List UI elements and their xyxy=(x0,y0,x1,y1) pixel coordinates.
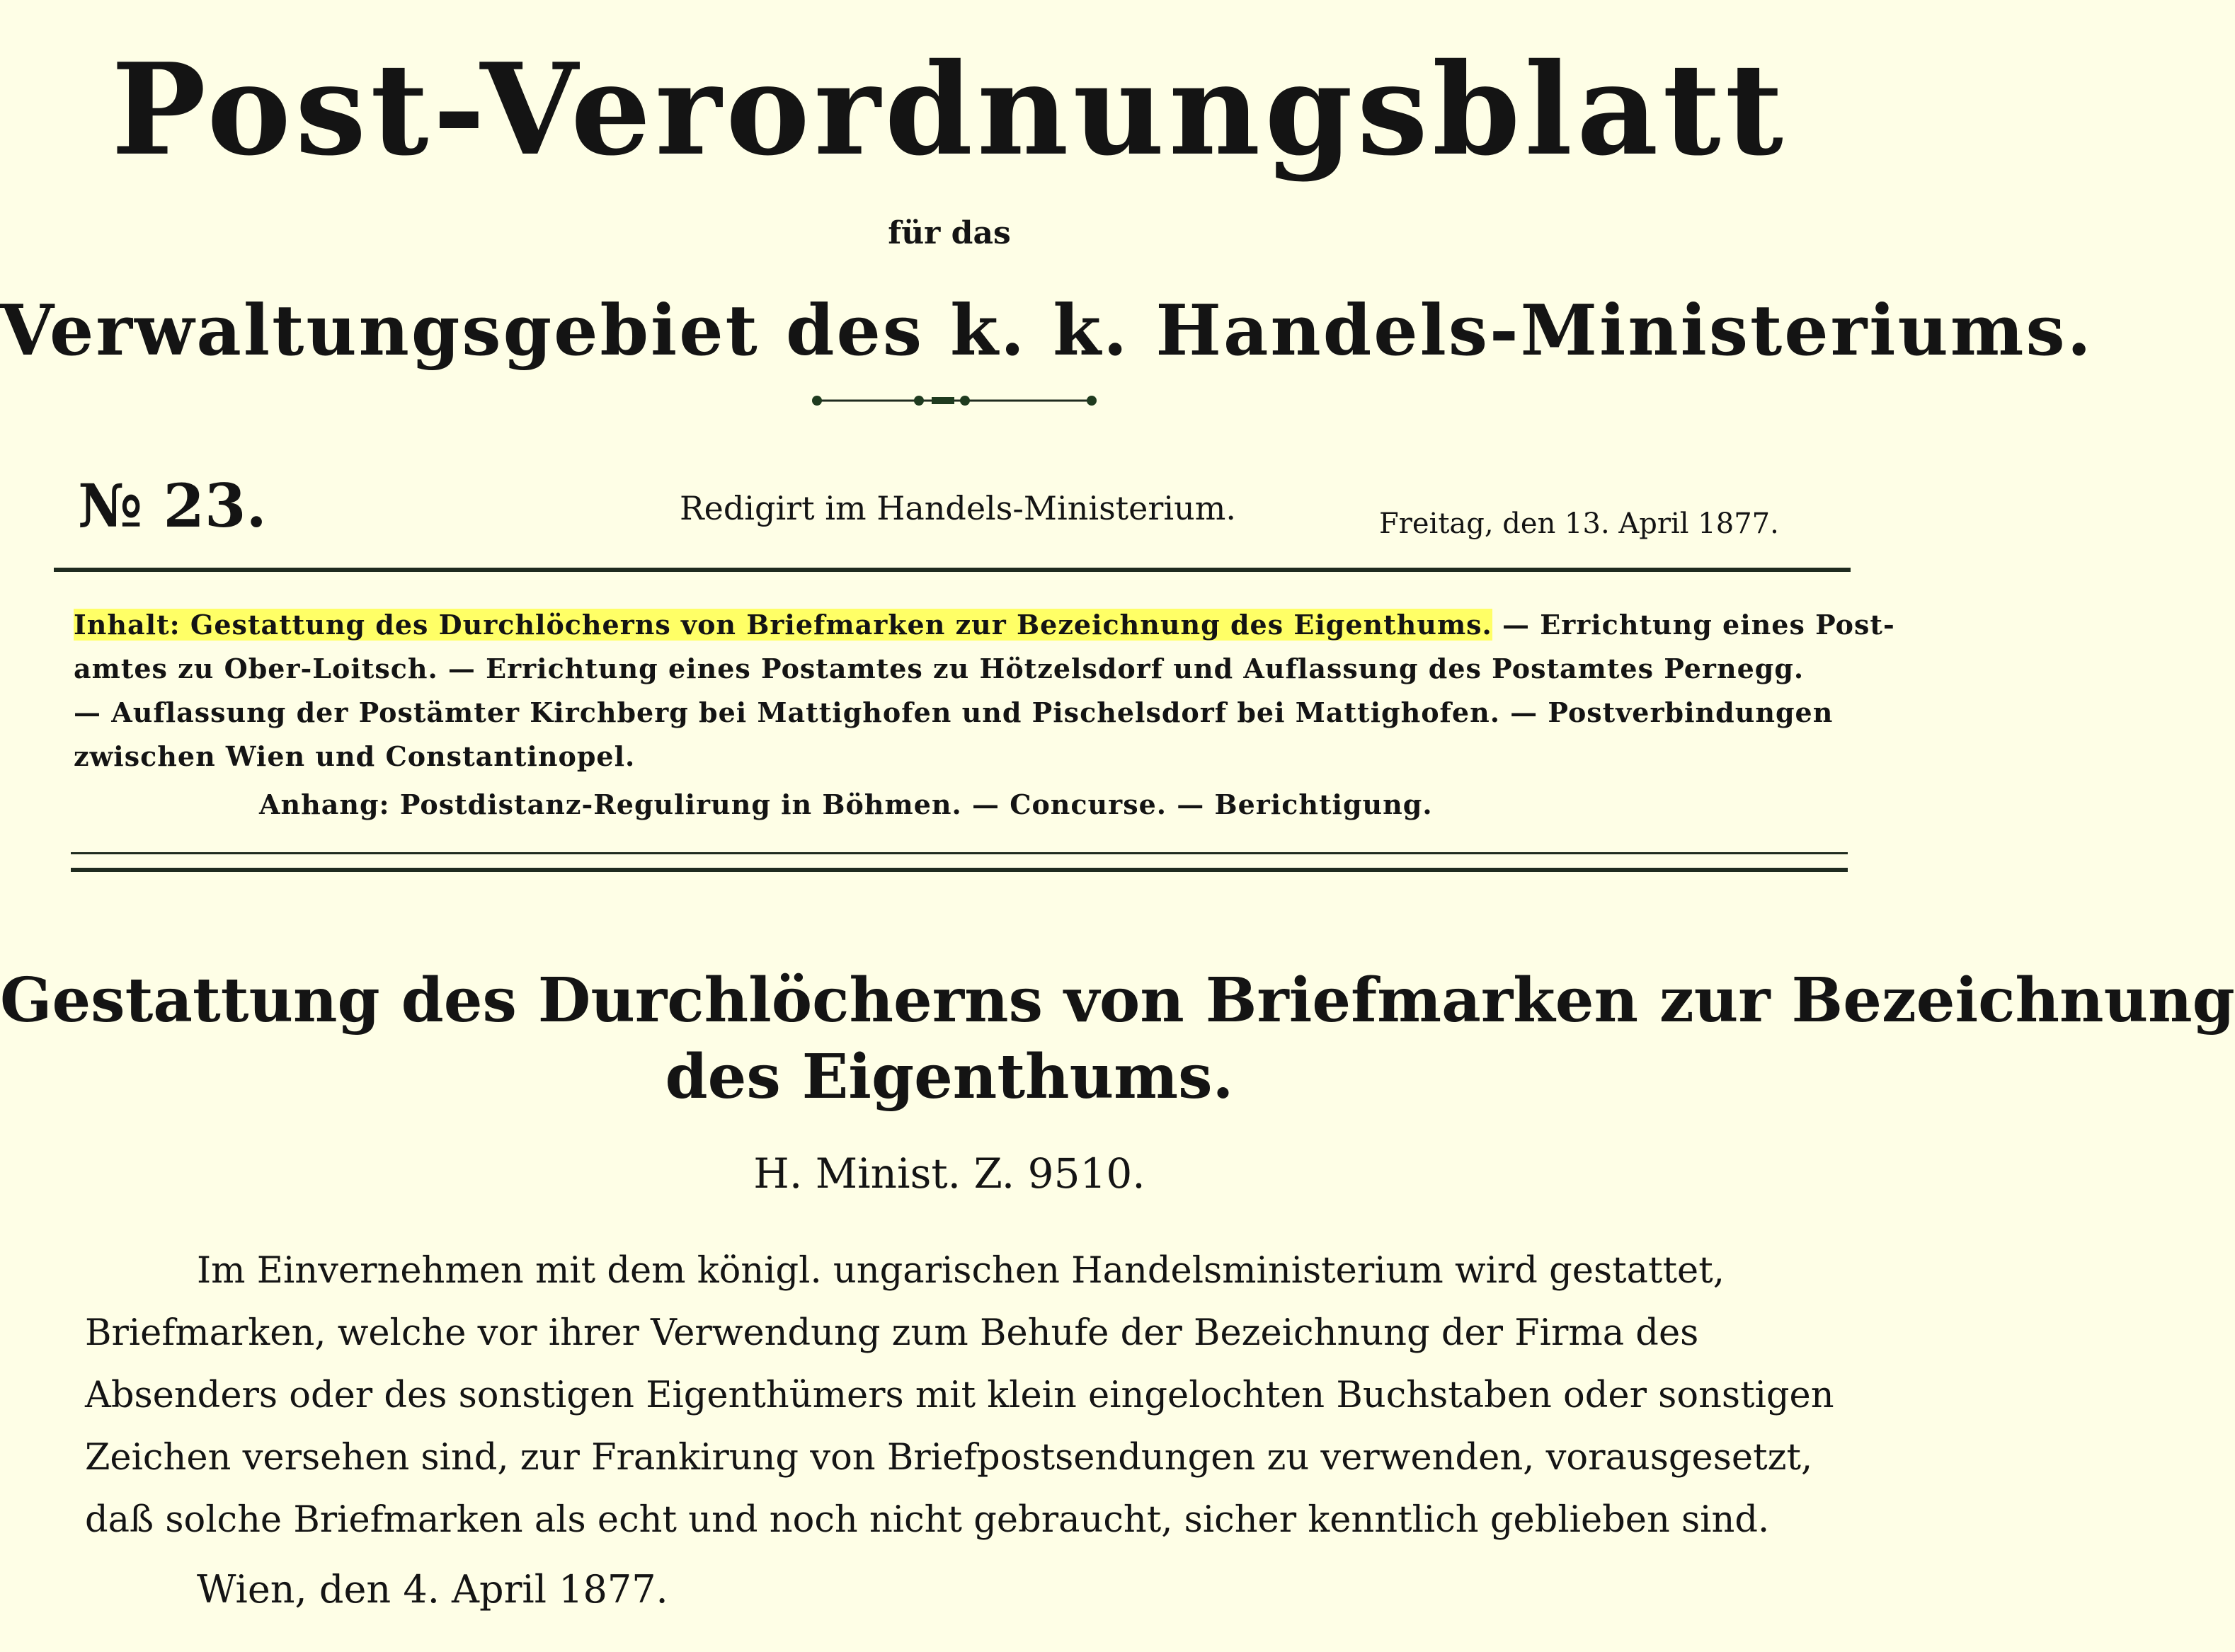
body-line-2: Briefmarken, welche vor ihrer Verwendung zum Behufe der Bezeichnung der Firma des xyxy=(85,1312,1699,1354)
contents-line-4: zwischen Wien und Constantinopel. xyxy=(74,740,636,772)
masthead-connector: für das xyxy=(888,215,1011,251)
ministry-reference: H. Minist. Z. 9510. xyxy=(753,1149,1145,1198)
editorial-note: Redigirt im Handels-Ministerium. xyxy=(680,489,1236,527)
contents-entry-highlighted: Gestattung des Durchlöcherns von Briefmarken zur Bezeichnung des Eigenthums. xyxy=(190,609,1492,641)
article-title-line-2: des Eigenthums. xyxy=(665,1041,1234,1113)
body-line-5: daß solche Briefmarken als echt und noch nicht gebraucht, sicher kenntlich geblieben sind. xyxy=(85,1499,1770,1541)
contents-label: Inhalt: xyxy=(74,609,181,641)
rule-double-upper xyxy=(71,852,1848,854)
body-line-4: Zeichen versehen sind, zur Frankirung von Briefpostsendungen zu verwenden, vorausgesetzt, xyxy=(85,1437,1813,1479)
signoff: Wien, den 4. April 1877. xyxy=(197,1567,668,1612)
contents-line-2: amtes zu Ober-Loitsch. — Errichtung eines Postamtes zu Hötzelsdorf und Auflassung des Postamtes Pernegg. xyxy=(74,653,1805,684)
article-title-line-1: Gestattung des Durchlöcherns von Briefmarken zur Bezeichnung xyxy=(0,965,2235,1036)
masthead-subtitle: Verwaltungsgebiet des k. k. Handels-Ministeriums. xyxy=(0,290,2093,372)
body-line-1: Im Einvernehmen mit dem königl. ungarischen Handelsministerium wird gestattet, xyxy=(197,1250,1725,1292)
contents-line-1 xyxy=(74,603,1895,647)
rule-double-lower xyxy=(71,868,1848,872)
masthead-title: Post-Verordnungsblatt xyxy=(111,35,1788,183)
contents-appendix: Anhang: Postdistanz-Regulirung in Böhmen. — Concurse. — Berichtigung. xyxy=(259,788,1433,820)
article-body xyxy=(85,1240,1841,1551)
rule-top xyxy=(54,568,1851,572)
contents-line-3: — Auflassung der Postämter Kirchberg bei Mattighofen und Pischelsdorf bei Mattighofen. — Postverbindungen xyxy=(74,696,1834,728)
body-line-3: Absenders oder des sonstigen Eigenthümers mit klein eingelochten Buchstaben oder sonstigen xyxy=(85,1375,1834,1416)
issue-date: Freitag, den 13. April 1877. xyxy=(1379,507,1779,540)
article-title xyxy=(0,963,2235,1115)
table-of-contents xyxy=(74,603,1895,827)
ornament-divider xyxy=(813,394,1096,408)
contents-highlight xyxy=(74,609,1492,641)
issue-number: № 23. xyxy=(78,471,267,541)
contents-line1-rest: — Errichtung eines Post- xyxy=(1502,609,1895,641)
